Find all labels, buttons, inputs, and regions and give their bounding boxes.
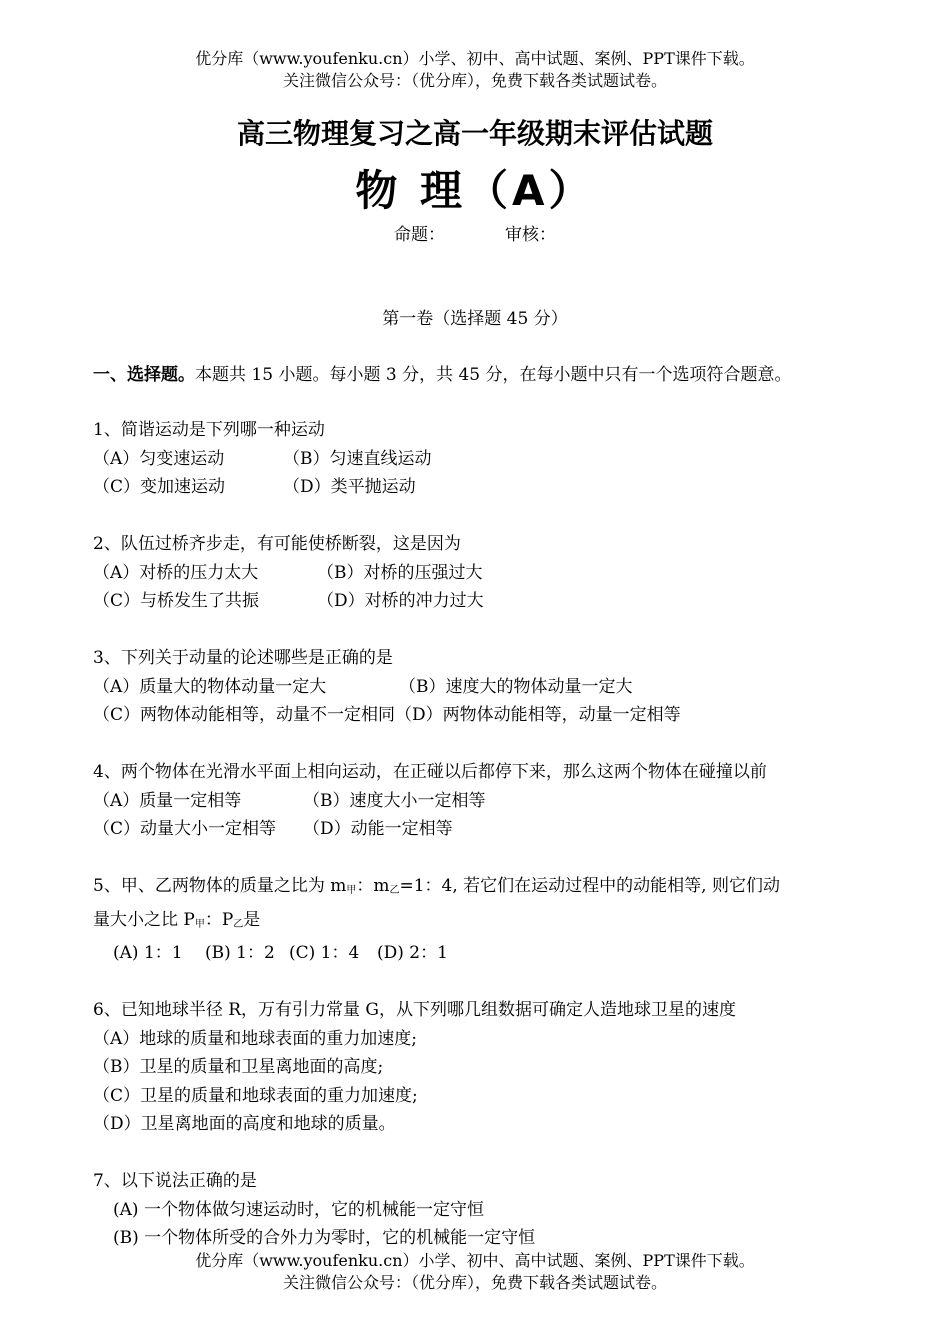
option-c: （C）动量大小一定相等 <box>93 819 277 839</box>
stem-part: 5、甲、乙两物体的质量之比为 m <box>93 876 347 896</box>
option-d: （D）对桥的冲力过大 <box>317 591 484 611</box>
option-a: （A）地球的质量和地球表面的重力加速度; <box>93 1028 418 1049</box>
question-stem: 1、简谐运动是下列哪一种运动 <box>93 420 325 440</box>
question-stem: 7、以下说法正确的是 <box>93 1171 257 1191</box>
option-b: （B）速度大小一定相等 <box>303 790 486 811</box>
option-a: （A）对桥的压力太大 <box>93 562 259 583</box>
option-a: （A）匀变速运动 <box>93 448 225 469</box>
watermark-line1: 优分库（www.youfenku.cn）小学、初中、高中试题、案例、PPT课件下载。 <box>195 49 755 68</box>
option-d: (D) 2：1 <box>377 943 448 963</box>
question-stem: 2、队伍过桥齐步走，有可能使桥断裂，这是因为 <box>93 534 461 554</box>
instructions-bold: 一、选择题。 <box>93 365 195 385</box>
watermark-line2: 关注微信公众号：（优分库），免费下载各类试题试卷。 <box>282 1273 667 1292</box>
option-d: （D）动能一定相等 <box>303 819 453 839</box>
option-d: （D）类平抛运动 <box>283 477 416 497</box>
option-b: （B）匀速直线运动 <box>283 448 432 469</box>
question-4 <box>93 758 883 844</box>
option-a: （A）质量一定相等 <box>93 790 242 811</box>
setter-label: 命题： <box>394 225 445 245</box>
question-3 <box>93 644 883 730</box>
reviewer-label: 审核： <box>505 225 556 245</box>
option-c: （C）与桥发生了共振 <box>93 591 260 611</box>
option-c: （C）两物体动能相等，动量不一定相同 <box>93 705 396 725</box>
exam-title: 高三物理复习之高一年级期末评估试题 <box>236 117 713 150</box>
option-b: （B）对桥的压强过大 <box>317 562 483 583</box>
option-d: （D）两物体动能相等，动量一定相等 <box>395 705 681 725</box>
option-b: (B) 一个物体所受的合外力为零时，它的机械能一定守恒 <box>113 1228 536 1248</box>
question-stem: 4、两个物体在光滑水平面上相向运动，在正碰以后都停下来，那么这两个物体在碰撞以前 <box>93 762 767 782</box>
option-b: （B）卫星的质量和卫星离地面的高度; <box>93 1057 384 1077</box>
subscript-jia: 甲 <box>346 885 357 896</box>
question-5 <box>93 872 883 968</box>
option-a: （A）质量大的物体动量一定大 <box>93 676 327 697</box>
option-d: （D）卫星离地面的高度和地球的质量。 <box>93 1114 396 1134</box>
question-stem-cont <box>93 906 883 940</box>
option-b: （B）速度大的物体动量一定大 <box>399 676 633 697</box>
question-list <box>93 416 883 1281</box>
stem-part: ：m <box>356 876 390 896</box>
section-heading: 第一卷（选择题 45 分） <box>382 309 568 329</box>
stem-part: 量大小之比 P <box>93 909 195 930</box>
subscript-jia: 甲 <box>194 918 205 930</box>
question-1 <box>93 416 883 502</box>
stem-part: ：P <box>204 909 234 930</box>
exam-subject: 物 理（A） <box>355 166 595 215</box>
option-c: （C）变加速运动 <box>93 477 226 497</box>
option-b: (B) 1：2 <box>205 943 275 963</box>
question-stem <box>93 872 883 906</box>
exam-authors <box>0 220 950 245</box>
question-stem: 3、下列关于动量的论述哪些是正确的是 <box>93 648 393 668</box>
watermark-footer <box>0 1250 950 1294</box>
question-stem: 6、已知地球半径 R，万有引力常量 G，从下列哪几组数据可确定人造地球卫星的速度 <box>93 1000 737 1020</box>
watermark-line1: 优分库（www.youfenku.cn）小学、初中、高中试题、案例、PPT课件下载。 <box>195 1251 755 1270</box>
question-6 <box>93 996 883 1139</box>
option-c: (C) 1：4 <box>289 943 360 963</box>
subscript-yi: 乙 <box>233 918 244 930</box>
instructions-text: 本题共 15 小题。每小题 3 分，共 45 分，在每小题中只有一个选项符合题意。 <box>195 365 792 385</box>
option-c: （C）卫星的质量和地球表面的重力加速度; <box>93 1085 418 1106</box>
stem-part: =1：4, 若它们在运动过程中的动能相等, 则它们动 <box>399 876 780 896</box>
option-a: (A) 1：1 <box>113 943 183 963</box>
question-7 <box>93 1167 883 1253</box>
question-2 <box>93 530 883 616</box>
watermark-line2: 关注微信公众号：（优分库），免费下载各类试题试卷。 <box>282 71 667 90</box>
stem-part: 是 <box>243 909 261 930</box>
subscript-yi: 乙 <box>389 885 400 896</box>
watermark-header <box>0 48 950 92</box>
option-a: (A) 一个物体做匀速运动时，它的机械能一定守恒 <box>113 1199 484 1220</box>
instructions <box>93 360 792 385</box>
